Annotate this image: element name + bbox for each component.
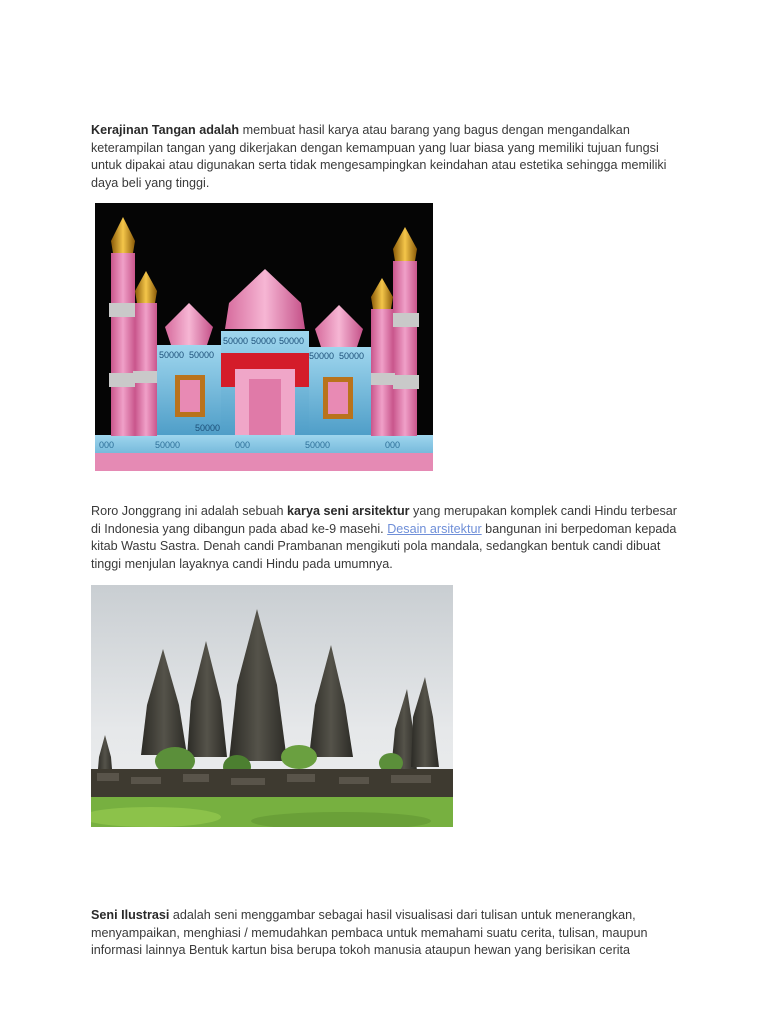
banknote-label: 50000 bbox=[279, 336, 305, 346]
paragraph-kerajinan-tangan bbox=[91, 122, 681, 192]
bold-term-karya-seni-arsitektur: karya seni arsitektur bbox=[287, 504, 410, 518]
link-desain-arsitektur[interactable]: Desain arsitektur bbox=[387, 521, 482, 536]
paragraph-text: adalah seni menggambar sebagai hasil visualisasi dari tulisan untuk menerangkan, menyampaikan, menghiasi / memudahkan pembaca untuk memahami suatu cerita, tulisan, maupun informasi lainnya Bentuk kartun bisa berupa tokoh manusia ataupun hewan yang berisikan cerita bbox=[91, 908, 648, 957]
svg-text:000: 000 bbox=[385, 440, 401, 450]
svg-text:000: 000 bbox=[235, 440, 251, 450]
paragraph-text: bangunan ini berpedoman kepada kitab Wastu Sastra. Denah candi Prambanan mengikuti pola mandala, sedangkan bentuk candi dibuat tinggi menjulan layaknya candi Hindu pada umumnya. bbox=[91, 521, 677, 571]
banknote-label: 50000 bbox=[223, 336, 249, 346]
paragraph-text: Roro Jonggrang ini adalah sebuah bbox=[91, 504, 288, 518]
banknote-label: 50000 bbox=[195, 423, 221, 433]
prambanan-temple-photo bbox=[91, 585, 453, 827]
banknote-label: 50000 bbox=[251, 336, 277, 346]
svg-text:50000: 50000 bbox=[305, 440, 331, 450]
paragraph-text: membuat hasil karya atau barang yang bagus dengan mengandalkan keterampilan tangan yang dikerjakan dengan kemampuan yang luar biasa yang memiliki tujuan fungsi untuk dipakai atau digunakan serta tidak mengesampingkan keindahan atau estetika sehingga memiliki daya beli yang tinggi. bbox=[91, 123, 667, 190]
money-mosque-craft-image bbox=[95, 203, 433, 471]
banknote-label: 50000 bbox=[309, 351, 335, 361]
bold-term-seni-ilustrasi: Seni Ilustrasi bbox=[91, 908, 170, 922]
banknote-label: 50000 bbox=[339, 351, 365, 361]
svg-text:000: 000 bbox=[99, 440, 115, 450]
paragraph-roro-jonggrang bbox=[91, 503, 681, 573]
banknote-label: 50000 bbox=[159, 350, 185, 360]
paragraph-text: yang merupakan komplek candi Hindu terbesar di Indonesia yang dibangun pada abad ke-9 masehi. bbox=[91, 504, 677, 536]
bold-term-kerajinan-tangan: Kerajinan Tangan adalah bbox=[91, 123, 240, 137]
banknote-label: 50000 bbox=[189, 350, 215, 360]
paragraph-seni-ilustrasi bbox=[91, 907, 681, 960]
svg-text:50000: 50000 bbox=[155, 440, 181, 450]
